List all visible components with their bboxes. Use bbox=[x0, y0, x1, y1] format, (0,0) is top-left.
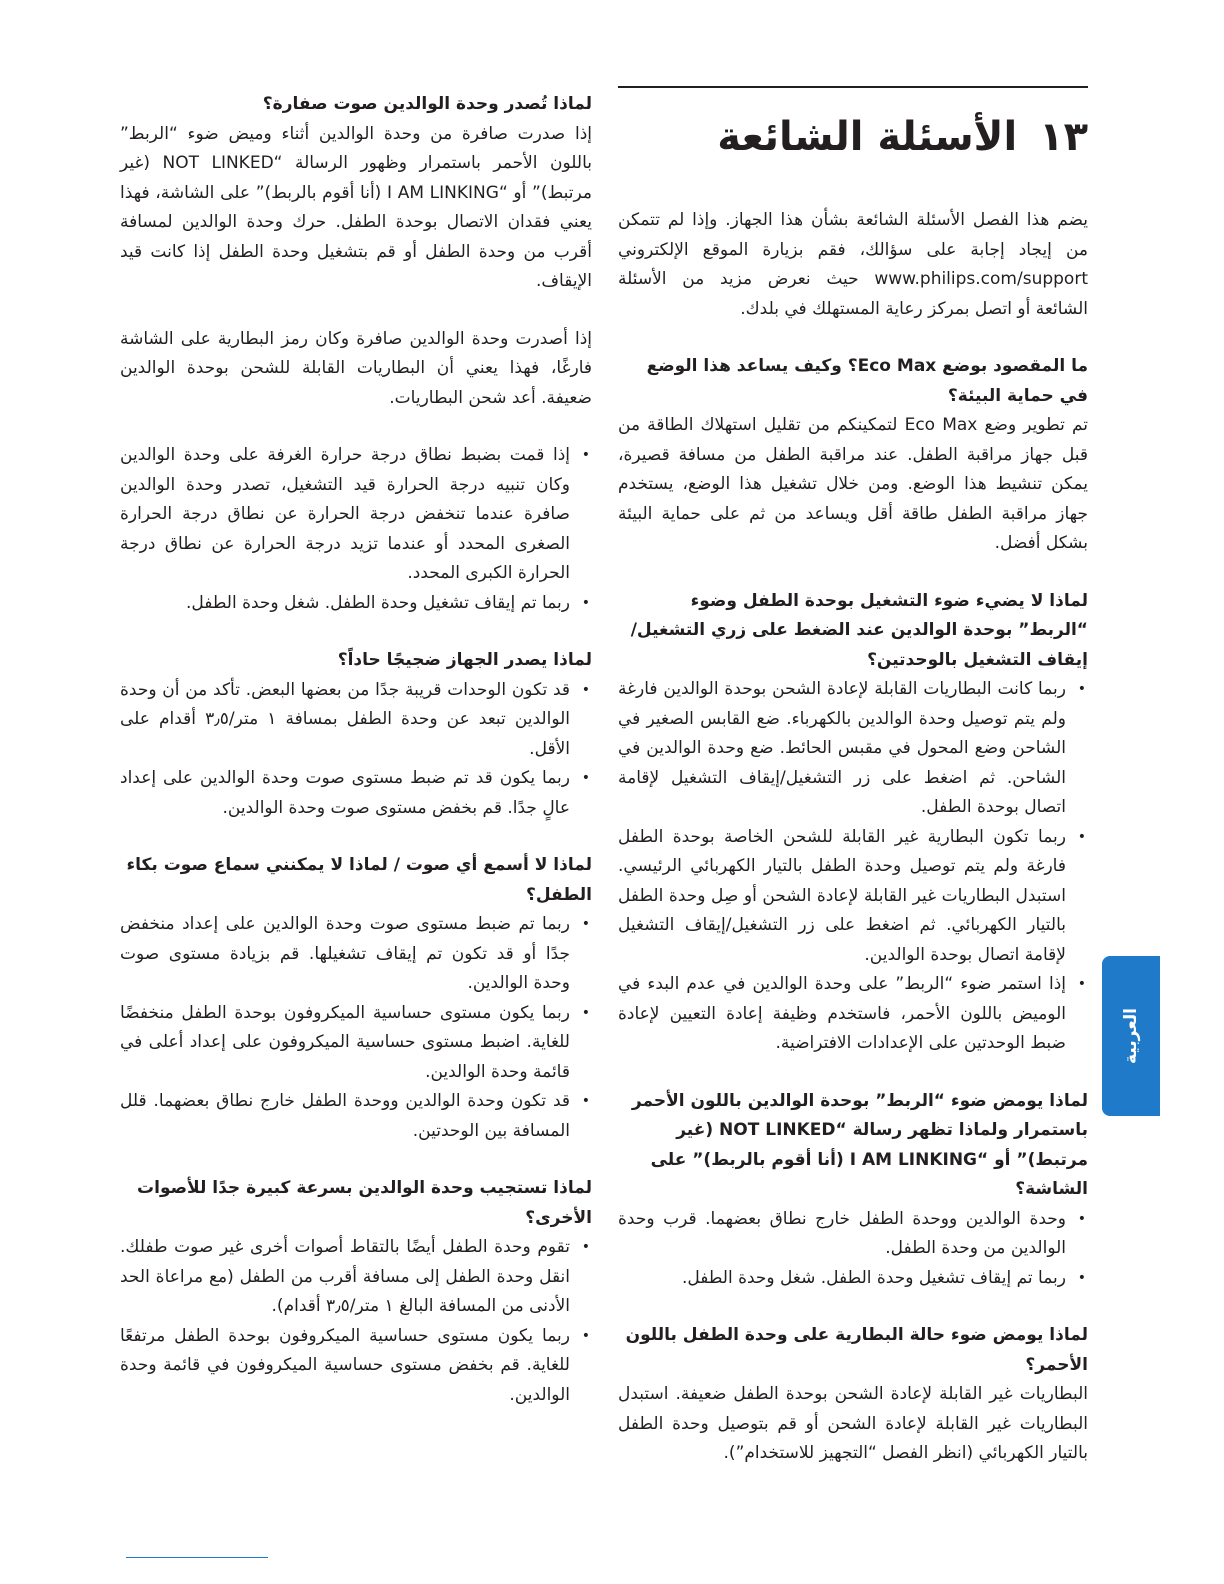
faq-no-sound bbox=[120, 851, 592, 1146]
list-item: • ربما تم إيقاف تشغيل وحدة الطفل. شغل وحدة الطفل. bbox=[618, 1264, 1066, 1294]
faq-question: لماذا يومض ضوء حالة البطارية على وحدة الطفل باللون الأحمر؟ bbox=[625, 1325, 1088, 1375]
intro-paragraph: يضم هذا الفصل الأسئلة الشائعة بشأن هذا الجهاز. وإذا لم تتمكن من إيجاد إجابة على سؤالك، فقم بزيارة الموقع الإلكتروني www.philips.com/support حيث نعرض مزيد من الأسئلة الشائعة أو اتصل بمركز رعاية المستهلك في بلدك. bbox=[618, 210, 1088, 319]
chapter-title-text: الأسئلة الشائعة bbox=[717, 114, 1018, 160]
list-item: • ربما يكون مستوى حساسية الميكروفون بوحدة الطفل مرتفعًا للغاية. قم بخفض مستوى حساسية الميكروفون في قائمة وحدة الوالدين. bbox=[120, 1322, 570, 1411]
right-column bbox=[618, 90, 1088, 1497]
list-item: • ربما يكون مستوى حساسية الميكروفون بوحدة الطفل منخفضًا للغاية. اضبط مستوى حساسية الميكروفون على إعداد أعلى في قائمة وحدة الوالدين. bbox=[120, 999, 570, 1088]
faq-high-pitched-noise bbox=[120, 646, 592, 823]
list-item: • ربما تم ضبط مستوى صوت وحدة الوالدين على إعداد منخفض جدًا أو قد تكون تم إيقاف تشغيلها. قم بزيادة مستوى صوت وحدة الوالدين. bbox=[120, 910, 570, 999]
title-rule bbox=[618, 86, 1088, 88]
faq-battery-light bbox=[618, 1321, 1088, 1469]
list-item: • ربما تم إيقاف تشغيل وحدة الطفل. شغل وحدة الطفل. bbox=[120, 589, 570, 619]
footer-line bbox=[126, 1557, 268, 1558]
list-item: • قد تكون الوحدات قريبة جدًا من بعضها البعض. تأكد من أن وحدة الوالدين تبعد عن وحدة الطفل بمسافة ١ متر/٣٫٥ أقدام على الأقل. bbox=[120, 676, 570, 765]
faq-bullet-list bbox=[618, 1205, 1088, 1294]
list-item: • ربما يكون قد تم ضبط مستوى صوت وحدة الوالدين على إعداد عالٍ جدًا. قم بخفض مستوى صوت وحدة الوالدين. bbox=[120, 764, 570, 823]
list-item: • وحدة الوالدين ووحدة الطفل خارج نطاق بعضهما. قرب وحدة الوالدين من وحدة الطفل. bbox=[618, 1205, 1066, 1264]
chapter-title bbox=[618, 112, 1088, 162]
intro-section bbox=[618, 206, 1088, 324]
faq-bullet-list bbox=[120, 676, 592, 824]
faq-parent-beeps bbox=[120, 90, 592, 297]
faq-bullet-list bbox=[120, 1233, 592, 1410]
chapter-number: ١٣ bbox=[1039, 114, 1088, 160]
faq-question: لماذا لا أسمع أي صوت / لماذا لا يمكنني سماع صوت بكاء الطفل؟ bbox=[126, 855, 592, 905]
faq-bullet-list bbox=[120, 910, 592, 1146]
faq-link-blinking bbox=[618, 1087, 1088, 1294]
faq-parent-beeps-battery bbox=[120, 325, 592, 414]
language-tab-label: العربية bbox=[1121, 1007, 1141, 1065]
list-item: • إذا استمر ضوء “الربط” على وحدة الوالدين في عدم البدء في الوميض باللون الأحمر، فاستخدم وظيفة إعادة التعيين لإعادة ضبط الوحدتين على الإعدادات الافتراضية. bbox=[618, 970, 1066, 1059]
list-item: • إذا قمت بضبط نطاق درجة حرارة الغرفة على وحدة الوالدين وكان تنبيه درجة الحرارة قيد التشغيل، تصدر وحدة الوالدين صافرة عندما تنخفض درجة الحرارة عن نطاق درجة الحرارة الصغرى المحدد أو عندما تزيد درجة الحرارة عن نطاق درجة الحرارة الكبرى المحدد. bbox=[120, 441, 570, 589]
faq-bullet-list bbox=[120, 441, 592, 618]
faq-parent-beeps-temperature bbox=[120, 441, 592, 618]
faq-answer: تم تطوير وضع Eco Max لتمكينكم من تقليل استهلاك الطاقة من قبل جهاز مراقبة الطفل. عند مراقبة الطفل من مسافة قصيرة، يمكن تنشيط هذا الوضع. ومن خلال تشغيل هذا الوضع، يستخدم جهاز مراقبة الطفل طاقة أقل ويساعد من ثم على حماية البيئة بشكل أفضل. bbox=[618, 415, 1088, 553]
list-item: • تقوم وحدة الطفل أيضًا بالتقاط أصوات أخرى غير صوت طفلك. انقل وحدة الطفل إلى مسافة أقرب من الطفل (مع مراعاة الحد الأدنى من المسافة البالغ ١ متر/٣٫٥ أقدام). bbox=[120, 1233, 570, 1322]
faq-answer: إذا صدرت صافرة من وحدة الوالدين أثناء وميض ضوء “الربط” باللون الأحمر باستمرار وظهور الرسالة “NOT LINKED (غير مرتبط)” أو “I AM LINKING (أنا أقوم بالربط)” على الشاشة، فهذا يعني فقدان الاتصال بوحدة الطفل. حرك وحدة الوالدين لمسافة أقرب من وحدة الطفل أو قم بتشغيل وحدة الطفل إذا كانت قيد الإيقاف. bbox=[120, 123, 592, 291]
faq-bullet-list bbox=[618, 675, 1088, 1059]
list-item: • قد تكون وحدة الوالدين ووحدة الطفل خارج نطاق بعضهما. قلل المسافة بين الوحدتين. bbox=[120, 1087, 570, 1146]
list-item: • ربما تكون البطارية غير القابلة للشحن الخاصة بوحدة الطفل فارغة ولم يتم توصيل وحدة الطفل بالتيار الكهربائي الرئيسي. استبدل البطاريات غير القابلة لإعادة الشحن أو صِل وحدة الطفل بالتيار الكهربائي. ثم اضغط على زر التشغيل/إيقاف التشغيل لإقامة اتصال بوحدة الوالدين. bbox=[618, 823, 1066, 971]
faq-reacts-too-fast bbox=[120, 1174, 592, 1410]
faq-question: لماذا يصدر الجهاز ضجيجًا حاداً؟ bbox=[337, 650, 592, 670]
left-column bbox=[120, 90, 592, 1438]
faq-question: لماذا تُصدر وحدة الوالدين صوت صفارة؟ bbox=[262, 94, 592, 114]
faq-answer: إذا أصدرت وحدة الوالدين صافرة وكان رمز البطارية على الشاشة فارغًا، فهذا يعني أن البطاريات القابلة للشحن بوحدة الوالدين ضعيفة. أعد شحن البطاريات. bbox=[120, 328, 592, 408]
faq-question: لماذا لا يضيء ضوء التشغيل بوحدة الطفل وضوء “الربط” بوحدة الوالدين عند الضغط على زري التشغيل/إيقاف التشغيل بالوحدتين؟ bbox=[630, 590, 1088, 670]
faq-question: لماذا تستجيب وحدة الوالدين بسرعة كبيرة جدًا للأصوات الأخرى؟ bbox=[137, 1178, 592, 1228]
faq-power-lights bbox=[618, 587, 1088, 1059]
faq-eco-max bbox=[618, 352, 1088, 559]
faq-answer: البطاريات غير القابلة لإعادة الشحن بوحدة الطفل ضعيفة. استبدل البطاريات غير القابلة لإعادة الشحن أو قم بتوصيل وحدة الطفل بالتيار الكهربائي (انظر الفصل “التجهيز للاستخدام”). bbox=[618, 1384, 1088, 1463]
language-tab bbox=[1102, 956, 1160, 1116]
faq-question: لماذا يومض ضوء “الربط” بوحدة الوالدين باللون الأحمر باستمرار ولماذا تظهر رسالة “NOT LINKED (غير مرتبط)” أو “I AM LINKING (أنا أقوم بالربط)” على الشاشة؟ bbox=[631, 1090, 1088, 1199]
list-item: • ربما كانت البطاريات القابلة لإعادة الشحن بوحدة الوالدين فارغة ولم يتم توصيل وحدة الوالدين بالكهرباء. ضع القابس الصغير في الشاحن وضع المحول في مقبس الحائط. ضع وحدة الوالدين في الشاحن. ثم اضغط على زر التشغيل/إيقاف التشغيل لإقامة اتصال بوحدة الطفل. bbox=[618, 675, 1066, 823]
faq-question: ما المقصود بوضع Eco Max؟ وكيف يساعد هذا الوضع في حماية البيئة؟ bbox=[646, 356, 1088, 406]
